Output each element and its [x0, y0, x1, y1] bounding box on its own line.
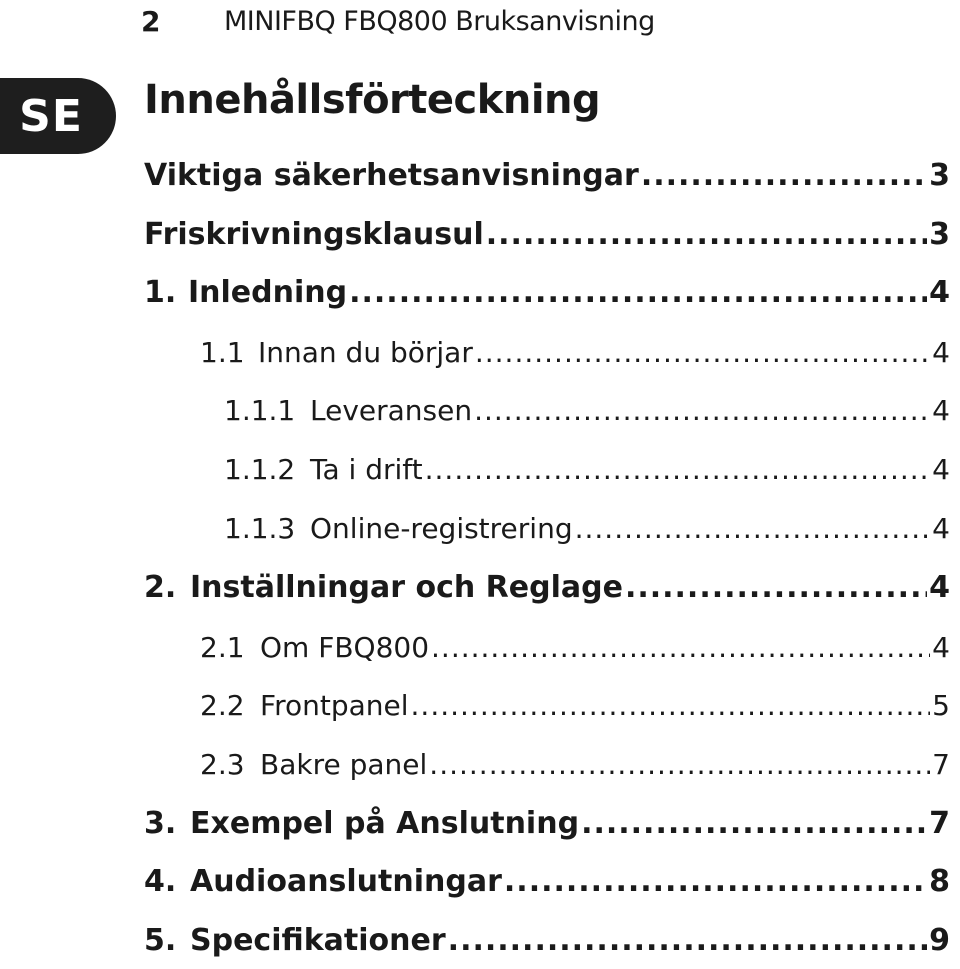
toc-entry-page: 4 — [932, 336, 950, 369]
toc-leader — [448, 921, 927, 961]
toc-entry-number: 1.1.2 — [224, 453, 296, 486]
toc-entry[interactable] — [144, 921, 950, 961]
toc-entry-number: 2.2 — [200, 689, 245, 722]
toc-entry-page: 9 — [929, 923, 950, 958]
toc-entry-page: 4 — [932, 631, 950, 664]
toc-entry[interactable] — [200, 333, 950, 373]
toc-entry-title: Friskrivningsklausul — [144, 217, 484, 252]
toc-entry[interactable] — [144, 215, 950, 255]
toc-entry-number: 1.1 — [200, 336, 245, 369]
toc-entry-page: 3 — [929, 158, 950, 193]
document-title: MINIFBQ FBQ800 Bruksanvisning — [224, 6, 655, 37]
toc-entry-title: Om FBQ800 — [260, 631, 430, 664]
toc-entry-title: Leveransen — [310, 394, 473, 427]
toc-entry[interactable] — [144, 568, 950, 608]
toc-entry-title: Ta i drift — [310, 453, 423, 486]
toc-entry-number: 2.1 — [200, 631, 245, 664]
toc-entry-page: 4 — [929, 275, 950, 310]
toc-entry-title: Inställningar och Reglage — [190, 570, 623, 605]
toc-entry-page: 7 — [929, 806, 950, 841]
toc-leader — [349, 273, 927, 313]
toc-entry[interactable] — [144, 273, 950, 313]
toc-leader — [486, 215, 927, 255]
toc-leader — [504, 862, 927, 902]
toc-entry-number: 4. — [144, 864, 177, 899]
toc-leader — [581, 804, 927, 844]
toc-leader — [625, 568, 927, 608]
toc-entry-number: 2. — [144, 570, 177, 605]
toc-entry-title: Frontpanel — [260, 689, 409, 722]
toc-entry[interactable] — [224, 450, 950, 490]
toc-entry-title: Specifikationer — [190, 923, 446, 958]
toc-leader — [425, 450, 931, 490]
toc-entry[interactable] — [224, 391, 950, 431]
toc-entry-title: Viktiga säkerhetsanvisningar — [144, 158, 639, 193]
toc-entry[interactable] — [200, 686, 950, 726]
toc-leader — [475, 333, 930, 373]
toc-entry[interactable] — [144, 862, 950, 902]
toc-heading: Innehållsförteckning — [144, 77, 601, 123]
toc-leader — [429, 745, 930, 785]
page-number: 2 — [141, 5, 161, 38]
toc-entry[interactable] — [200, 745, 950, 785]
toc-entry-page: 3 — [929, 217, 950, 252]
toc-entry-page: 5 — [932, 689, 950, 722]
toc-entry-number: 2.3 — [200, 748, 245, 781]
toc-entry-number: 5. — [144, 923, 177, 958]
toc-entry-number: 1.1.3 — [224, 512, 296, 545]
toc-leader — [641, 156, 927, 196]
toc-entry-title: Innan du börjar — [258, 336, 473, 369]
language-code: SE — [19, 90, 83, 142]
toc-entry-page: 4 — [932, 512, 950, 545]
toc-entry-title: Audioanslutningar — [190, 864, 502, 899]
toc-entry-number: 3. — [144, 806, 177, 841]
toc-entry-title: Online-registrering — [310, 512, 573, 545]
toc-entry-number: 1. — [144, 275, 177, 310]
toc-leader — [575, 509, 931, 549]
toc-entry-title: Inledning — [188, 275, 348, 310]
toc-entry-page: 4 — [929, 570, 950, 605]
toc-entry-page: 7 — [932, 748, 950, 781]
toc-leader — [474, 391, 930, 431]
toc-entry-page: 4 — [932, 453, 950, 486]
toc-entry-page: 4 — [932, 394, 950, 427]
toc-entry[interactable] — [200, 628, 950, 668]
toc-entry-title: Bakre panel — [260, 748, 428, 781]
toc-leader — [431, 628, 930, 668]
toc-entry[interactable] — [224, 509, 950, 549]
toc-leader — [411, 686, 931, 726]
toc-entry[interactable] — [144, 804, 950, 844]
toc-entry-number: 1.1.1 — [224, 394, 296, 427]
toc-entry[interactable] — [144, 156, 950, 196]
toc-entry-title: Exempel på Anslutning — [190, 806, 580, 841]
toc-entry-page: 8 — [929, 864, 950, 899]
